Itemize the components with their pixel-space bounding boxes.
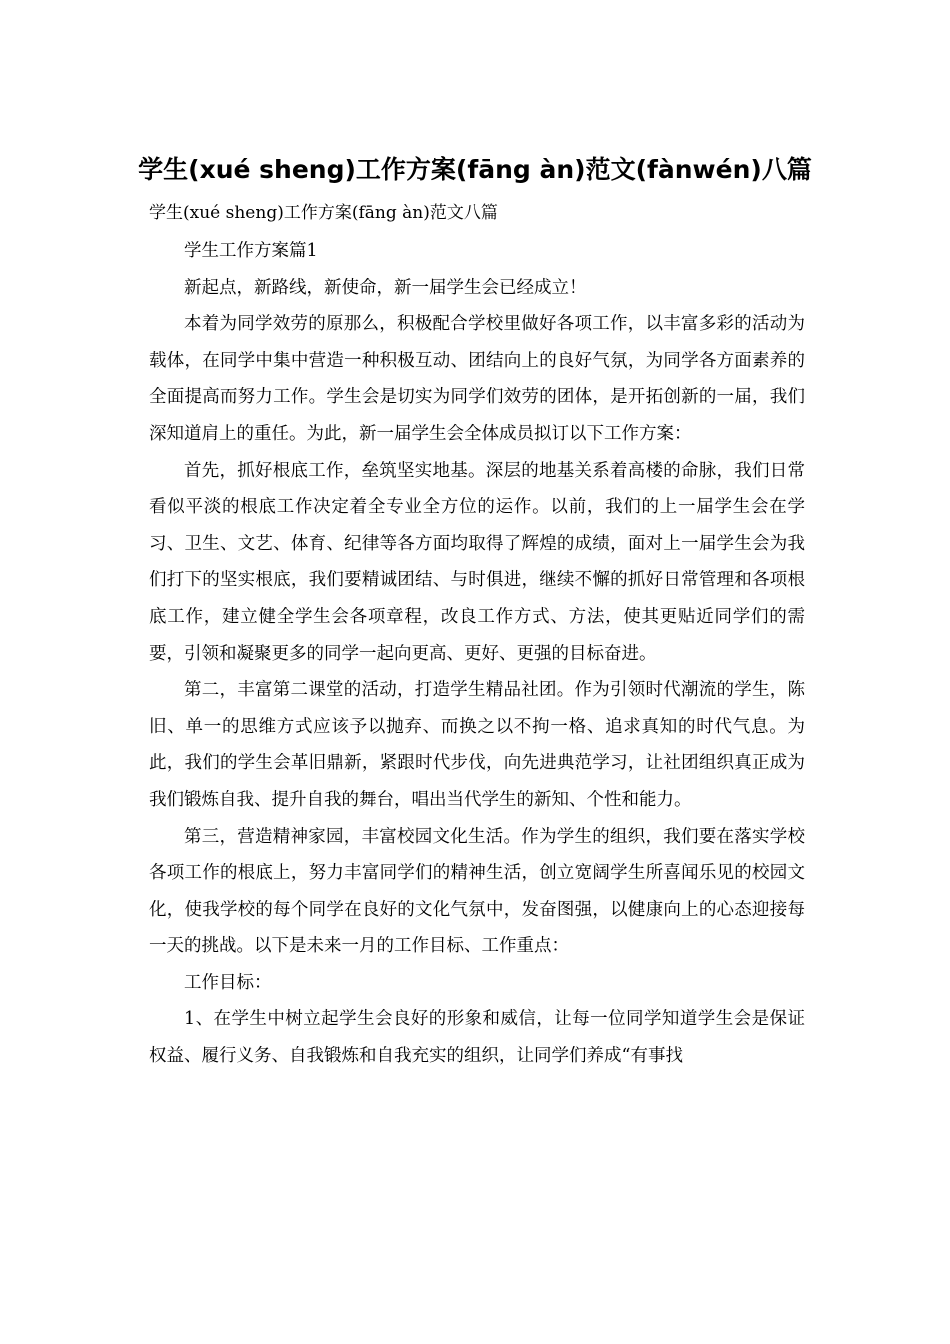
document-subtitle: 学生(xué sheng)工作方案(fāng àn)范文八篇 [149,203,498,223]
paragraph: 第三，营造精神家园，丰富校园文化生活。作为学生的组织，我们要在落实学校各项工作的根底上，努力丰富同学们的精神生活，创立宽阔学生所喜闻乐见的校园文化，使我学校的每个同学在良好的文化气氛中，发奋图强，以健康向上的心态迎接每一天的挑战。以下是未来一月的工作目标、工作重点： [149,826,805,957]
section-heading: 学生工作方案篇1 [184,241,318,261]
paragraph: 新起点，新路线，新使命，新一届学生会已经成立！ [184,277,587,298]
paragraph: 工作目标： [184,972,272,993]
document-body [149,233,805,1075]
document-title: 学生(xué sheng)工作方案(fāng àn)范文(fànwén)八篇 [138,155,812,184]
paragraph: 第二，丰富第二课堂的活动，打造学生精品社团。作为引领时代潮流的学生，陈旧、单一的思维方式应该予以抛弃、而换之以不拘一格、追求真知的时代气息。为此，我们的学生会革旧鼎新，紧跟时代步伐，向先进典范学习，让社团组织真正成为我们锻炼自我、提升自我的舞台，唱出当代学生的新知、个性和能力。 [149,680,805,810]
paragraph: 本着为同学效劳的原那么，积极配合学校里做好各项工作，以丰富多彩的活动为载体，在同学中集中营造一种积极互动、团结向上的良好气氛，为同学各方面素养的全面提高而努力工作。学生会是切实为同学们效劳的团体，是开拓创新的一届，我们深知道肩上的重任。为此，新一届学生会全体成员拟订以下工作方案： [149,314,805,444]
paragraph: 1、在学生中树立起学生会良好的形象和威信，让每一位同学知道学生会是保证权益、履行义务、自我锻炼和自我充实的组织，让同学们养成“有事找 [149,1009,805,1067]
paragraph: 首先，抓好根底工作，垒筑坚实地基。深层的地基关系着高楼的命脉，我们日常看似平淡的根底工作决定着全专业全方位的运作。以前，我们的上一届学生会在学习、卫生、文艺、体育、纪律等各方面均取得了辉煌的成绩，面对上一届学生会为我们打下的坚实根底，我们要精诚团结、与时俱进，继续不懈的抓好日常管理和各项根底工作，建立健全学生会各项章程，改良工作方式、方法，使其更贴近同学们的需要，引领和凝聚更多的同学一起向更高、更好、更强的目标奋进。 [149,460,805,664]
